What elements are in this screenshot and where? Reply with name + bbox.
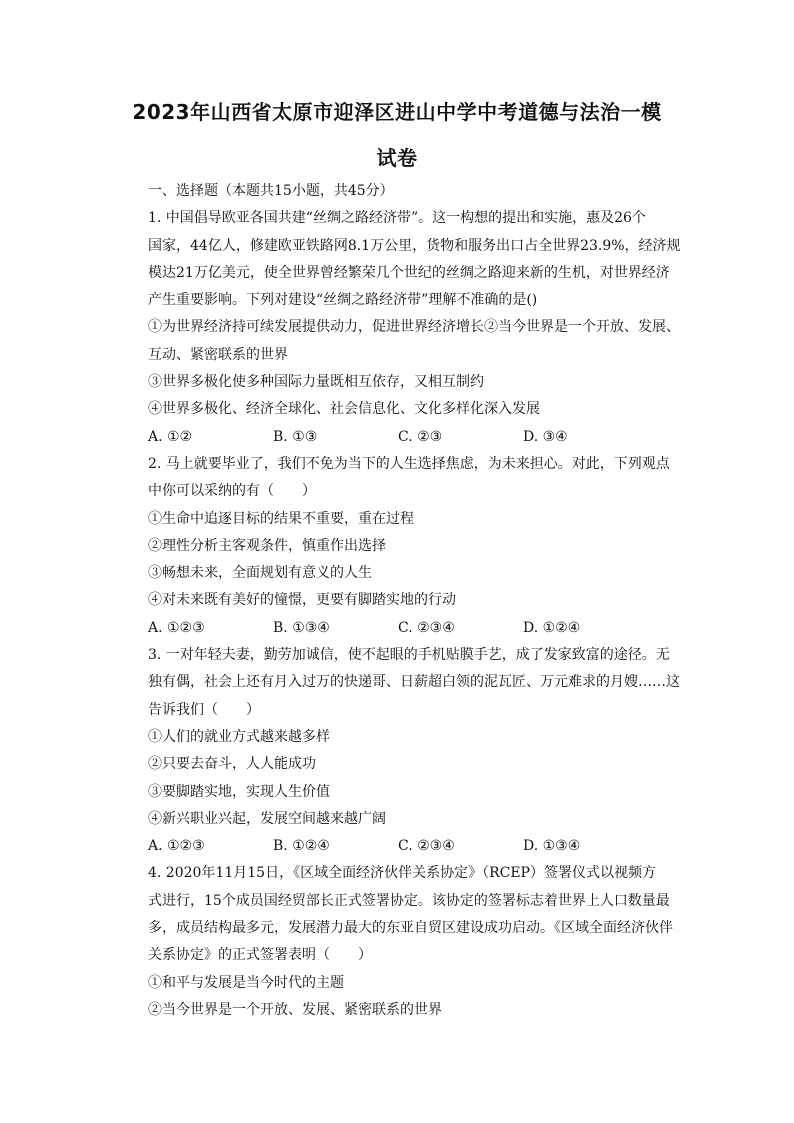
statement: ①为世界经济持可续发展提供动力，促进世界经济增长②当今世界是一个开放、发展、 <box>148 319 680 336</box>
statement: ④新兴职业兴起，发展空间越来越广阔 <box>148 810 386 827</box>
question-3 <box>148 642 688 860</box>
option-b: B. ①②④ <box>273 838 330 855</box>
statement: ①生命中追逐目标的结果不重要，重在过程 <box>148 510 414 527</box>
exam-title: 2023年山西省太原市迎泽区进山中学中考道德与法治一模 <box>132 100 662 124</box>
question-stem: 4. 2020年11月15日，《区域全面经济伙伴关系协定》（RCEP）签署仪式以视频方 <box>148 865 656 882</box>
statement: ④对未来既有美好的憧憬，更要有脚踏实地的行动 <box>148 592 456 609</box>
question-2 <box>148 451 688 642</box>
question-stem: 国家，44亿人，修建欧亚铁路网8.1万公里，货物和服务出口占全世界23.9%，经济规 <box>148 237 681 254</box>
question-stem: 告诉我们（ ） <box>148 701 260 718</box>
option-b: B. ①③④ <box>273 619 330 636</box>
answer-options <box>148 833 688 860</box>
statement: ③世界多极化使多种国际力量既相互依存，又相互制约 <box>148 374 484 391</box>
option-d: D. ③④ <box>523 428 568 445</box>
statement: ②理性分析主客观条件，慎重作出选择 <box>148 537 386 554</box>
option-c: C. ②③④ <box>398 838 455 855</box>
statement: ④世界多极化、经济全球化、社会信息化、文化多样化深入发展 <box>148 401 540 418</box>
question-stem: 独有偶，社会上还有月入过万的快递哥、日薪超白领的泥瓦匠、万元难求的月嫂……这 <box>148 674 680 691</box>
option-d: D. ①③④ <box>523 838 581 855</box>
question-stem: 式进行，15个成员国经贸部长正式签署协定。该协定的签署标志着世界上人口数量最 <box>148 892 670 909</box>
answer-options <box>148 615 688 642</box>
section-heading: 一、选择题（本题共15小题，共45分） <box>148 183 394 199</box>
exam-title-continued: 试卷 <box>376 146 418 170</box>
option-a: A. ①②③ <box>148 619 205 636</box>
option-a: A. ①② <box>148 428 193 445</box>
answer-options <box>148 424 688 451</box>
option-b: B. ①③ <box>273 428 318 445</box>
question-stem: 关系协定》的正式签署表明（ ） <box>148 947 372 964</box>
question-stem: 2. 马上就要毕业了，我们不免为当下的人生选择焦虑，为未来担心。对此，下列观点 <box>148 455 670 472</box>
statement: ③要脚踏实地，实现人生价值 <box>148 783 330 800</box>
question-stem: 1. 中国倡导欧亚各国共建“丝绸之路经济带”。这一构想的提出和实施，惠及26个 <box>148 210 646 227</box>
question-4 <box>148 860 688 1024</box>
statement: ③畅想未来，全面规划有意义的人生 <box>148 565 372 582</box>
exam-content <box>148 178 688 1024</box>
statement: ②只要去奋斗，人人能成功 <box>148 756 316 773</box>
statement: ②当今世界是一个开放、发展、紧密联系的世界 <box>148 1001 442 1018</box>
statement: ①人们的就业方式越来越多样 <box>148 728 330 745</box>
question-stem: 3. 一对年轻夫妻，勤劳加诚信，使不起眼的手机贴膜手艺，成了发家致富的途径。无 <box>148 647 670 664</box>
option-a: A. ①②③ <box>148 838 205 855</box>
statement: 互动、紧密联系的世界 <box>148 346 288 363</box>
option-c: C. ②③ <box>398 428 443 445</box>
option-c: C. ②③④ <box>398 619 455 636</box>
option-d: D. ①②④ <box>523 619 581 636</box>
question-1 <box>148 205 688 451</box>
question-stem: 产生重要影响。下列对建设“丝绸之路经济带”理解不准确的是() <box>148 292 538 309</box>
statement: ①和平与发展是当今时代的主题 <box>148 974 344 991</box>
question-stem: 多，成员结构最多元，发展潜力最大的东亚自贸区建设成功启动。《区域全面经济伙伴 <box>148 920 673 937</box>
question-stem: 模达21万亿美元，使全世界曾经繁荣几个世纪的丝绸之路迎来新的生机，对世界经济 <box>148 264 670 281</box>
question-stem: 中你可以采纳的有（ ） <box>148 483 316 500</box>
